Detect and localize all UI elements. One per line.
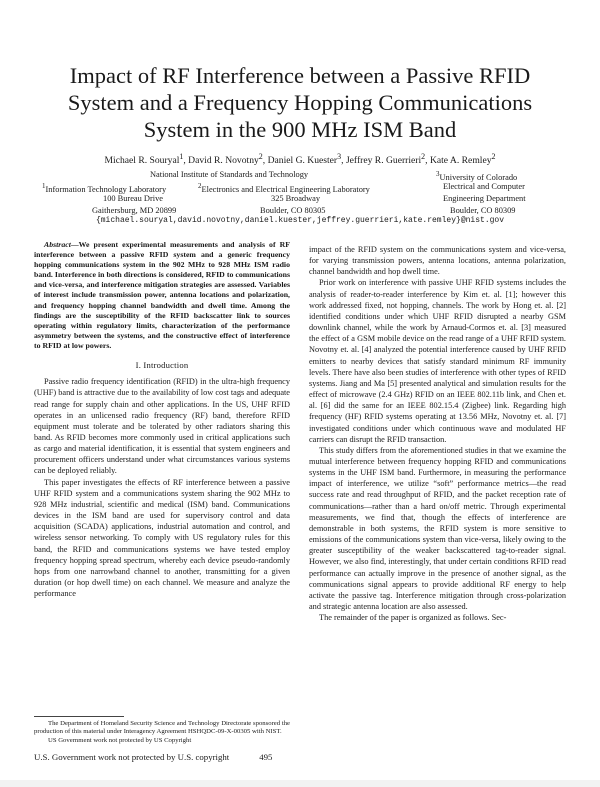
author-emails: {michael.souryal,david.novotny,daniel.kuester,jeffrey.guerrieri,kate.remley}@nist.gov: [95, 216, 505, 225]
author-affiliation-mark: 3: [337, 152, 342, 161]
affiliation-3-line-4: Boulder, CO 80309: [450, 206, 516, 215]
author-affiliation-mark: 2: [421, 152, 426, 161]
author-affiliation-mark: 2: [491, 152, 496, 161]
abstract: [34, 240, 290, 351]
abstract-body: —We present experimental measurements and analysis of RF interference between a passive RFID system and a generic frequency hopping communications system in the 902 MHz to 928 MHz ISM radio band. Interference in both directions is considered, RFID to communications and vice-versa, and interference mitigation strategies are assessed. Variables of interest include transmission power, antenna locations and polarization, and frequency hopping channel bandwidth and dwell time. Among the findings are the susceptibility of the RFID backscatter link to sources operating within regulatory limits, characterization of the performance asymmetry between the systems, and the constructive effect of interference to RFID at low powers.: [34, 240, 290, 350]
affiliation-mark: 3: [436, 170, 440, 178]
footnote-text: US Government work not protected by US Copyright: [48, 736, 192, 744]
affiliation-3-line-3: Engineering Department: [443, 194, 526, 203]
affiliation-1-city: Gaithersburg, MD 20899: [92, 206, 177, 215]
section-heading: I. Introduction: [135, 360, 189, 371]
body-paragraph: Passive radio frequency identification (RFID) in the ultra-high frequency (UHF) band is attractive due to the availability of low cost tags and adequate read range for supply chain and other applications. In the US, UHF RFID operates in an unlicensed radio frequency (RF) band, therefore RFID equipment must tolerate and be tolerated by other radiators sharing this band. As RFID becomes more commonly used in critical applications such as cargo and material identification, it is essential that system engineers and procurement officers understand under what circumstances various systems can be deployed reliably.: [34, 377, 290, 476]
title-line: System in the 900 MHz ISM Band: [143, 117, 457, 142]
affiliation-2-city: Boulder, CO 80305: [260, 206, 326, 215]
author-name: David R. Novotny: [188, 155, 259, 167]
page-footer: [34, 752, 574, 762]
author-list: Michael R. Souryal$^1$, David R. Novotny$^2$, Daniel G. Kuester$^3$, Jeffrey R. Guerrieri$^2$, Kate A. Remley$^2$: [104, 152, 496, 167]
title-line: Impact of RF Interference between a Passive RFID: [69, 63, 531, 88]
body-paragraph: impact of the RFID system on the communications system and vice-versa, for varying transmission powers, antenna locations, antenna polarization, channel bandwidth and hop dwell time.: [309, 245, 566, 277]
body-paragraph: This study differs from the aforementioned studies in that we examine the mutual interference between frequency hopping RFID and communications systems in the UHF ISM band. Furthermore, in measuring the performance impact of interference, we utilize “soft” performance metrics—the read success rate and read throughput of RFID, and the packet reception rate of communications—rather than a hard on/off metric. Through experimental measurements, we find that, though the effects of interference are demonstrable in both systems, the RFID system is more sensitive to emissions of the communications system than vice-versa, likely owing to the greater susceptibility of the weaker backscattered tag-to-reader signal. However, we also find, interestingly, that under certain conditions RFID read performance can actually improve in the presence of another signal, as the communications signal appears to provide additional RF energy to help activate the passive tag. Interference mitigation through cross-polarization and strategic antenna location are also assessed.: [309, 445, 566, 611]
author-name: Michael R. Souryal: [104, 155, 180, 167]
affiliation-3-line-2: Electrical and Computer: [443, 182, 525, 191]
affiliation-mark: 1: [42, 182, 46, 190]
author-affiliation-mark: 1: [179, 152, 184, 161]
affiliation-text: Electronics and Electrical Engineering Laboratory: [201, 184, 370, 194]
affiliation-2-address: 325 Broadway: [271, 194, 321, 203]
abstract-label: Abstract: [44, 240, 71, 249]
affiliation-nist: National Institute of Standards and Technology: [150, 170, 309, 179]
left-column: [34, 240, 290, 599]
author-name: Daniel G. Kuester: [267, 155, 338, 167]
page-bottom-edge: [0, 780, 600, 787]
author-affiliation-mark: 2: [258, 152, 263, 161]
body-paragraph: The remainder of the paper is organized as follows. Sec-: [319, 613, 507, 623]
paper-title: [40, 62, 560, 143]
affiliation-mark: 2: [198, 182, 202, 190]
right-column: [309, 244, 566, 623]
footnote: [34, 720, 290, 745]
page-number: 495: [259, 752, 273, 762]
affiliation-1-address: 100 Bureau Drive: [103, 194, 164, 203]
author-name: Jeffrey R. Guerrieri: [345, 155, 422, 167]
body-paragraph: This paper investigates the effects of RF interference between a passive UHF RFID system and a communications system sharing the 902 MHz to 928 MHz industrial, scientific and medical (ISM) band. Communications devices in the ISM band are used for supervisory control and data acquisition (SCADA) applications, industrial automation and control, and wireless sensor networking. To comply with US regulatory rules for this band, the RFID and communications systems we have tested employ frequency hopping spread spectrum, whereby each device pseudo-randomly hops from one narrowband channel to another, transmitting for a given duration (or hop dwell time) on each channel. We measure and analyze the performance: [34, 477, 290, 599]
body-paragraph: Prior work on interference with passive UHF RFID systems includes the analysis of reader-to-reader interference by Kim et. al. [1]; however this work addressed fixed, not hopping, channels. The work by Hong et. al. [2] identified conditions under which UHF RFID disrupted a nearby GSM downlink channel, while the work by Arnaud-Cormos et. al. [3] measured the effect of a GSM mobile device on the read range of a UHF RFID system. Novotny et. al. [4] analyzed the potential interference caused by UHF RFID emitters to nearby devices that satisfy standard minimum RF immunity levels. There have also been studies of interference with other types of RFID systems. Jiang and Ma [5] presented analytical and simulation results for the effect of microwave (2.4 GHz) RFID on an IEEE 802.11b link, and Chen et. al. [6] did the same for an IEEE 802.15.4 (Zigbee) link. Regarding high frequency (HF) RFID systems operating at 13.56 MHz, Novotny et. al. [7] investigated conditions under which continuous wave and modulated HF carriers can disrupt the RFID transaction.: [309, 278, 566, 444]
title-line: System and a Frequency Hopping Communications: [67, 90, 533, 115]
affiliation-text: Information Technology Laboratory: [45, 184, 167, 194]
footnote-rule: [34, 716, 124, 717]
copyright-notice: U.S. Government work not protected by U.S. copyright: [34, 752, 230, 762]
author-name: Kate A. Remley: [429, 155, 492, 167]
affiliation-text: University of Colorado: [439, 172, 518, 182]
footnote-text: The Department of Homeland Security Science and Technology Directorate sponsored the production of this material under Interagency Agreement HSHQDC-09-X-00305 with NIST.: [34, 720, 290, 736]
